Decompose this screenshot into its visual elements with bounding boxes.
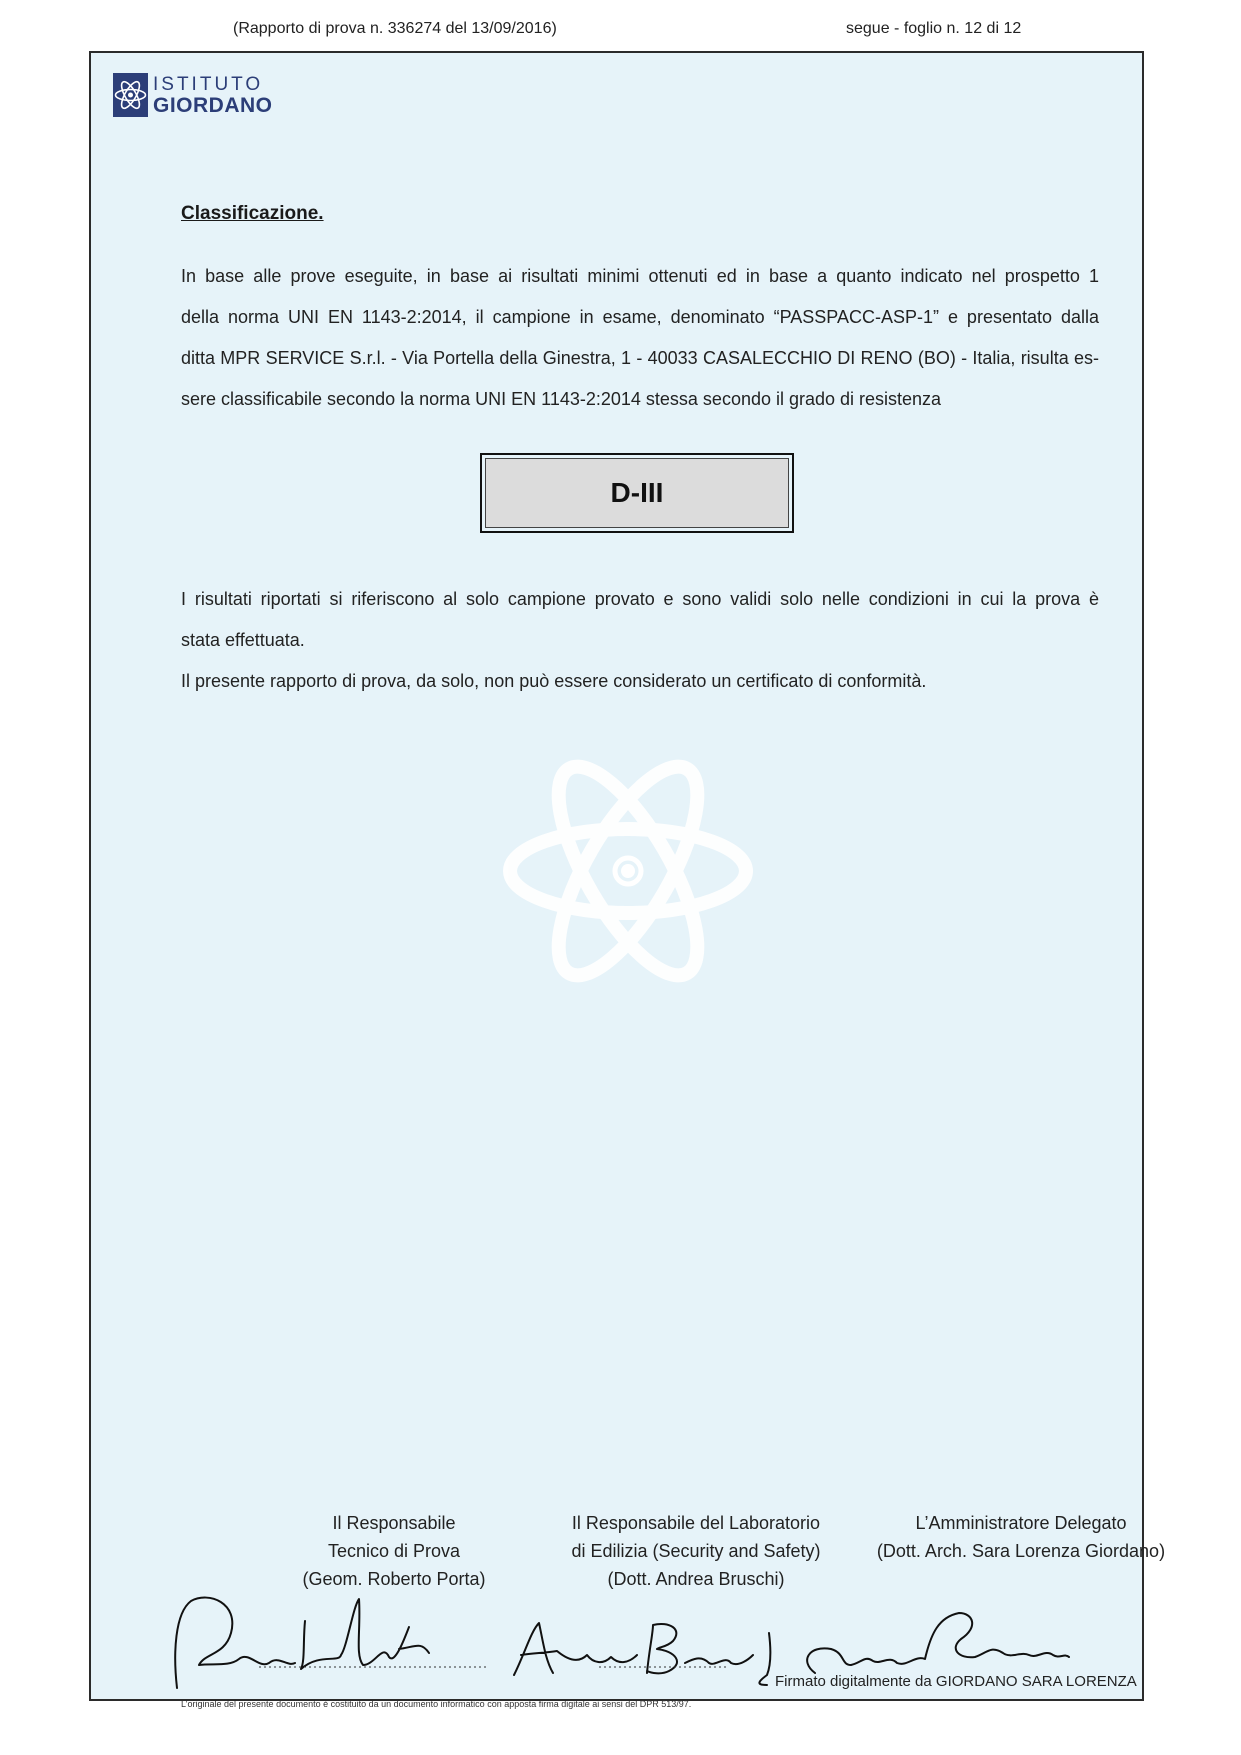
resistance-grade-box bbox=[480, 453, 794, 533]
paragraph-line: sere classificabile secondo la norma UNI EN 1143-2:2014 stessa secondo il grado di resistenza bbox=[181, 389, 942, 409]
digital-signature-note: Firmato digitalmente da GIORDANO SARA LORENZA bbox=[775, 1673, 1137, 1690]
logo-line-giordano: GIORDANO bbox=[153, 93, 273, 117]
signatory-technical-manager bbox=[269, 1509, 519, 1593]
document-frame bbox=[89, 51, 1166, 1709]
signatory-name: (Dott. Andrea Bruschi) bbox=[607, 1569, 785, 1589]
paragraph-line: Il presente rapporto di prova, da solo, non può essere considerato un certificato di conformità. bbox=[181, 671, 927, 691]
signatory-lab-manager bbox=[531, 1509, 861, 1593]
logo-line-istituto: ISTITUTO bbox=[153, 73, 264, 95]
resistance-grade: D-III bbox=[485, 458, 789, 528]
paragraph-line: ditta MPR SERVICE S.r.l. - Via Portella della Ginestra, 1 - 40033 CASALECCHIO DI RENO (BO) - Italia, risulta es- bbox=[181, 348, 1099, 368]
signatory-role: Tecnico di Prova bbox=[327, 1541, 461, 1561]
footer-note: L’originale del presente documento è costituito da un documento informatico con apposta firma digitale ai sensi del DPR 513/97. bbox=[181, 1699, 692, 1709]
page-counter: segue - foglio n. 12 di 12 bbox=[846, 20, 1022, 37]
signatory-name: (Dott. Arch. Sara Lorenza Giordano) bbox=[876, 1541, 1166, 1561]
section-heading: Classificazione. bbox=[181, 203, 324, 224]
istituto-giordano-logo bbox=[113, 73, 273, 117]
signature-giordano bbox=[807, 1613, 1069, 1673]
signatory-role: di Edilizia (Security and Safety) bbox=[571, 1541, 821, 1561]
paragraph-line: della norma UNI EN 1143-2:2014, il campione in esame, denominato “PASSPACC-ASP-1” e presentato dalla bbox=[181, 307, 1099, 327]
signature-bruschi bbox=[514, 1623, 770, 1685]
signatory-name: (Geom. Roberto Porta) bbox=[302, 1569, 486, 1589]
atom-watermark-icon bbox=[501, 743, 755, 999]
paragraph-line: In base alle prove eseguite, in base ai risultati minimi ottenuti ed in base a quanto indicato nel prospetto 1 bbox=[181, 266, 1099, 286]
classification-paragraph bbox=[181, 256, 1099, 420]
atom-logo-icon bbox=[113, 73, 148, 117]
report-reference: (Rapporto di prova n. 336274 del 13/09/2016) bbox=[233, 20, 557, 37]
signature-porta bbox=[175, 1598, 429, 1688]
signatory-role: Il Responsabile bbox=[332, 1513, 456, 1533]
validity-paragraph bbox=[181, 579, 1099, 702]
paragraph-line: stata effettuata. bbox=[181, 630, 305, 650]
paragraph-line: I risultati riportati si riferiscono al solo campione provato e sono validi solo nelle condizioni in cui la prova è bbox=[181, 589, 1099, 609]
signatory-role: L’Amministratore Delegato bbox=[915, 1513, 1127, 1533]
signatory-role: Il Responsabile del Laboratorio bbox=[571, 1513, 821, 1533]
signatory-ceo bbox=[871, 1509, 1171, 1565]
